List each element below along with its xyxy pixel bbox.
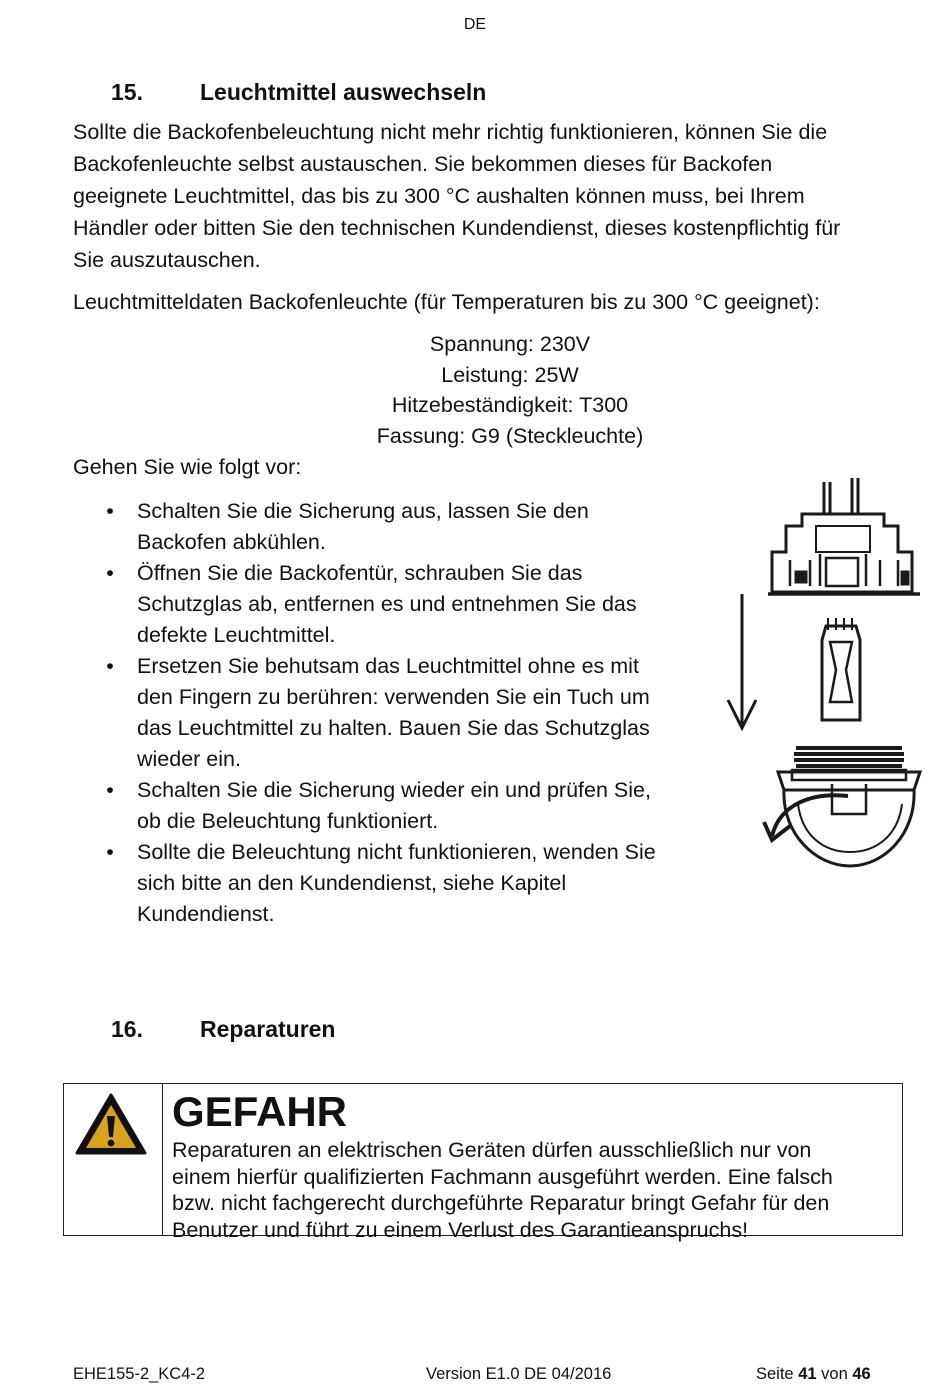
step-line: Schalten Sie die Sicherung aus, lassen Sie den: [137, 499, 589, 523]
list-item: [103, 558, 703, 651]
warning-text: [172, 1137, 894, 1243]
bullet-icon: •: [106, 840, 114, 864]
step-line: Schutzglas ab, entfernen es und entnehmen Sie das: [137, 592, 637, 616]
section-16-heading: [111, 1016, 811, 1046]
intro-line: Sie auszutauschen.: [73, 248, 261, 272]
lamp-socket-icon: [768, 478, 920, 594]
step-line: den Fingern zu berühren: verwenden Sie ein Tuch um: [137, 685, 650, 709]
intro-line: Händler oder bitten Sie den technischen Kundendienst, dieses kostenpflichtig für: [73, 216, 841, 240]
lamp-specs: [260, 329, 760, 451]
warning-title: GEFAHR: [172, 1088, 348, 1135]
bullet-icon: •: [106, 561, 114, 585]
intro-line: Sollte die Backofenbeleuchtung nicht mehr richtig funktionieren, können Sie die: [73, 120, 828, 144]
spec-heat-resistance: Hitzebeständigkeit: T300: [391, 393, 629, 417]
intro-line: Backofenleuchte selbst austauschen. Sie bekommen dieses für Backofen: [73, 152, 773, 176]
section-number: 15.: [111, 79, 143, 105]
danger-warning-box: [63, 1083, 903, 1242]
warning-line: einem hierfür qualifizierten Fachmann ausgeführt werden. Eine falsch: [172, 1164, 833, 1189]
warning-triangle-icon: [74, 1092, 148, 1156]
page-prefix: Seite: [756, 1365, 799, 1383]
step-line: Sollte die Beleuchtung nicht funktionieren, wenden Sie: [137, 840, 656, 864]
footer-model: EHE155-2_KC4-2: [73, 1365, 206, 1383]
page-language-header: DE: [463, 16, 487, 33]
step-line: defekte Leuchtmittel.: [137, 623, 336, 647]
list-item: [103, 837, 703, 930]
oven-lamp-replacement-diagram: [720, 474, 932, 874]
bullet-icon: •: [106, 778, 114, 802]
section-title: Leuchtmittel auswechseln: [200, 79, 487, 105]
protective-glass-icon: [764, 748, 920, 866]
spec-power: Leistung: 25W: [441, 362, 579, 387]
steps-intro: Gehen Sie wie folgt vor:: [73, 455, 302, 479]
warning-line: Reparaturen an elektrischen Geräten dürfen ausschließlich nur von: [172, 1138, 812, 1162]
list-item: [103, 775, 703, 837]
warning-line: bzw. nicht fachgerecht durchgeführte Reparatur bringt Gefahr für den: [172, 1191, 830, 1215]
page-current: 41: [798, 1365, 817, 1383]
warning-line: Benutzer und führt zu einem Verlust des Garantieanspruchs!: [172, 1217, 749, 1242]
list-item: [103, 496, 703, 558]
step-line: Schalten Sie die Sicherung wieder ein und prüfen Sie,: [137, 778, 651, 802]
step-line: das Leuchtmittel zu halten. Bauen Sie das Schutzglas: [137, 716, 650, 740]
list-item: [103, 651, 703, 775]
step-line: Kundendienst.: [137, 902, 275, 926]
footer-version: Version E1.0 DE 04/2016: [426, 1365, 612, 1383]
step-line: ob die Beleuchtung funktioniert.: [137, 809, 439, 833]
section-title: Reparaturen: [200, 1016, 336, 1042]
page-total: 46: [852, 1365, 871, 1383]
arrow-down-icon: [728, 594, 756, 728]
step-line: sich bitte an den Kundendienst, siehe Kapitel: [137, 871, 567, 895]
lamp-bulb-icon: [822, 618, 860, 720]
section-15-heading: [111, 79, 811, 109]
step-line: Ersetzen Sie behutsam das Leuchtmittel ohne es mit: [137, 654, 639, 678]
warning-icon-cell: [64, 1084, 163, 1235]
bullet-icon: •: [106, 499, 114, 523]
footer-page-number: [756, 1365, 871, 1384]
bullet-icon: •: [106, 654, 114, 678]
warning-text-cell: [172, 1084, 894, 1243]
step-line: Backofen abkühlen.: [137, 530, 326, 554]
section-number: 16.: [111, 1016, 143, 1042]
step-line: wieder ein.: [137, 747, 241, 771]
section-15-intro: [73, 116, 913, 276]
lamp-data-heading: Leuchtmitteldaten Backofenleuchte (für Temperaturen bis zu 300 °C geeignet):: [73, 290, 820, 314]
spec-voltage: Spannung: 230V: [429, 332, 591, 356]
intro-line: geeignete Leuchtmittel, das bis zu 300 °C aushalten können muss, bei Ihrem: [73, 184, 805, 208]
page-middle: von: [816, 1365, 853, 1383]
spec-socket: Fassung: G9 (Steckleuchte): [376, 423, 644, 448]
step-line: Öffnen Sie die Backofentür, schrauben Sie das: [137, 561, 583, 585]
steps-list: [103, 496, 703, 930]
